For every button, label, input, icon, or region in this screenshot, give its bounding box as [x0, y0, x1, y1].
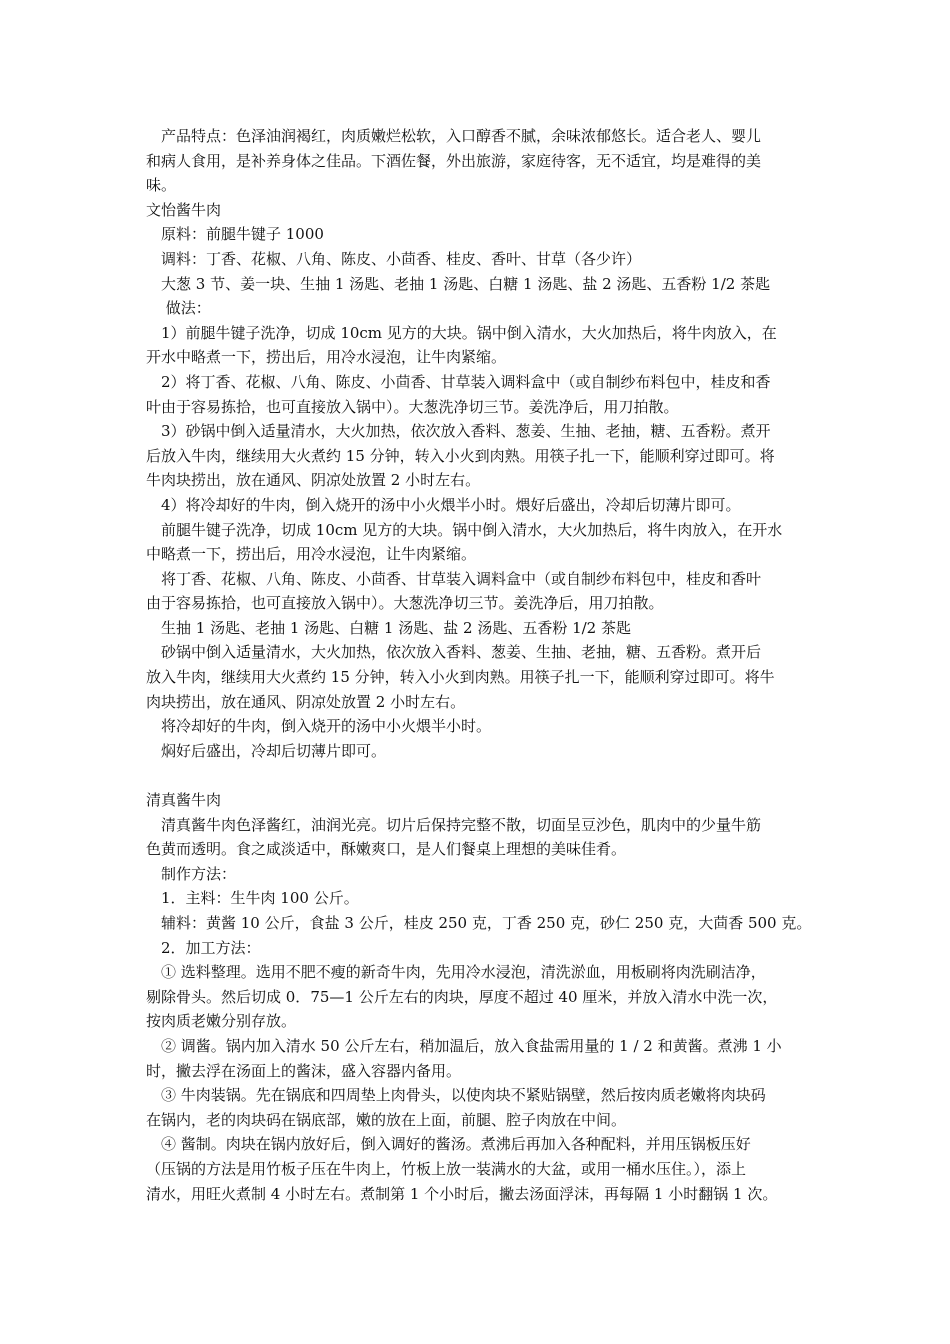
document-page — [146, 124, 810, 1206]
recipe-line: 3）砂锅中倒入适量清水，大火加热，依次放入香料、葱姜、生抽、老抽，糖、五香粉。煮开 — [161, 422, 771, 441]
recipe-line: 中略煮一下，捞出后，用冷水浸泡，让牛肉紧缩。 — [146, 545, 477, 564]
recipe-line: 4）将冷却好的牛肉，倒入烧开的汤中小火煨半小时。煨好后盛出，冷却后切薄片即可。 — [161, 495, 741, 514]
section-title-qingzhen: 清真酱牛肉 — [146, 791, 222, 810]
recipe-line: 生抽 1 汤匙、老抽 1 汤匙、白糖 1 汤匙、盐 2 汤匙、五香粉 1/2 茶匙 — [161, 618, 631, 637]
recipe-line: （压锅的方法是用竹板子压在牛肉上，竹板上放一装满水的大盆，或用一桶水压住。），添上 — [146, 1159, 747, 1178]
recipe-line: 前腿牛键子洗净，切成 10cm 见方的大块。锅中倒入清水，大火加热后，将牛肉放入，在开水 — [161, 520, 783, 539]
recipe-line: 肉块捞出，放在通风、阴凉处放置 2 小时左右。 — [146, 692, 466, 711]
recipe-line: 叶由于容易拣拾，也可直接放入锅中）。大葱洗净切三节。姜洗净后，用刀拍散。 — [146, 397, 679, 416]
recipe-line: 由于容易拣拾，也可直接放入锅中）。大葱洗净切三节。姜洗净后，用刀拍散。 — [146, 594, 664, 613]
recipe-line: 剔除骨头。然后切成 0．75—1 公斤左右的肉块，厚度不超过 40 厘米，并放入清水中洗一次， — [146, 987, 778, 1006]
recipe-line: 2）将丁香、花椒、八角、陈皮、小茴香、甘草装入调料盒中（或自制纱布料包中，桂皮和香 — [161, 372, 771, 391]
recipe-line: 2．加工方法： — [161, 938, 261, 957]
recipe-line: 牛肉块捞出，放在通风、阴凉处放置 2 小时左右。 — [146, 471, 481, 490]
recipe-line: 大葱 3 节、姜一块、生抽 1 汤匙、老抽 1 汤匙、白糖 1 汤匙、盐 2 汤匙、五香粉 1/2 茶匙 — [161, 274, 771, 293]
recipe-line: 后放入牛肉，继续用大火煮约 15 分钟，转入小火到肉熟。用筷子扎一下，能顺利穿过即可。将 — [146, 446, 775, 465]
recipe-line: ④ 酱制。肉块在锅内放好后，倒入调好的酱汤。煮沸后再加入各种配料，并用压锅板压好 — [161, 1135, 751, 1154]
recipe-line: 在锅内，老的肉块码在锅底部，嫩的放在上面，前腿、腔子肉放在中间。 — [146, 1110, 627, 1129]
recipe-line: 清水，用旺火煮制 4 小时左右。煮制第 1 个小时后，撇去汤面浮沫，再每隔 1 小时翻锅 1 次。 — [146, 1184, 778, 1203]
intro-line: 和病人食用，是补养身体之佳品。下酒佐餐，外出旅游，家庭待客，无不适宜，均是难得的美 — [146, 151, 762, 170]
recipe-line: 清真酱牛肉色泽酱红，油润光亮。切片后保持完整不散，切面呈豆沙色，肌肉中的少量牛筋 — [161, 815, 762, 834]
intro-line: 味。 — [146, 176, 177, 195]
recipe-line: 辅料：黄酱 10 公斤，食盐 3 公斤，桂皮 250 克，丁香 250 克，砂仁 250 克，大茴香 500 克。 — [161, 914, 812, 932]
recipe-line: 调料：丁香、花椒、八角、陈皮、小茴香、桂皮、香叶、甘草（各少许） — [161, 249, 642, 268]
blank-line — [146, 763, 810, 788]
recipe-line: 按肉质老嫩分别存放。 — [146, 1012, 297, 1031]
recipe-line: 焖好后盛出，冷却后切薄片即可。 — [161, 741, 387, 760]
recipe-line: 色黄而透明。食之咸淡适中，酥嫩爽口，是人们餐桌上理想的美味佳肴。 — [146, 840, 627, 859]
recipe-line: 放入牛肉，继续用大火煮约 15 分钟，转入小火到肉熟。用筷子扎一下，能顺利穿过即可。将牛 — [146, 668, 775, 687]
recipe-line: 做法： — [161, 299, 211, 318]
recipe-line: 砂锅中倒入适量清水，大火加热，依次放入香料、葱姜、生抽、老抽，糖、五香粉。煮开后 — [161, 643, 762, 662]
recipe-line: ③ 牛肉装锅。先在锅底和四周垫上肉骨头，以使肉块不紧贴锅壁，然后按肉质老嫩将肉块码 — [161, 1086, 766, 1105]
recipe-line: 原料：前腿牛键子 1000 — [161, 225, 324, 244]
recipe-line: 1）前腿牛键子洗净，切成 10cm 见方的大块。锅中倒入清水，大火加热后，将牛肉放入，在 — [161, 323, 777, 342]
recipe-line: 1．主料：生牛肉 100 公斤。 — [161, 889, 359, 908]
recipe-line: 将丁香、花椒、八角、陈皮、小茴香、甘草装入调料盒中（或自制纱布料包中，桂皮和香叶 — [161, 569, 762, 588]
recipe-line: ② 调酱。锅内加入清水 50 公斤左右，稍加温后，放入食盐需用量的 1 / 2 和黄酱。煮沸 1 小 — [161, 1036, 782, 1055]
intro-line: 产品特点：色泽油润褐红，肉质嫩烂松软，入口醇香不腻，余味浓郁悠长。适合老人、婴儿 — [161, 127, 762, 145]
recipe-line: 开水中略煮一下，捞出后，用冷水浸泡，让牛肉紧缩。 — [146, 348, 507, 367]
recipe-line: 制作方法： — [161, 864, 237, 883]
recipe-line: 将冷却好的牛肉，倒入烧开的汤中小火煨半小时。 — [161, 717, 492, 736]
recipe-line: 时，撇去浮在汤面上的酱沫，盛入容器内备用。 — [146, 1061, 462, 1080]
section-title-wenyi: 文怡酱牛肉 — [146, 200, 222, 219]
recipe-line: ① 选料整理。选用不肥不瘦的新奇牛肉，先用冷水浸泡，清洗淤血，用板刷将肉洗刷洁净， — [161, 963, 766, 982]
